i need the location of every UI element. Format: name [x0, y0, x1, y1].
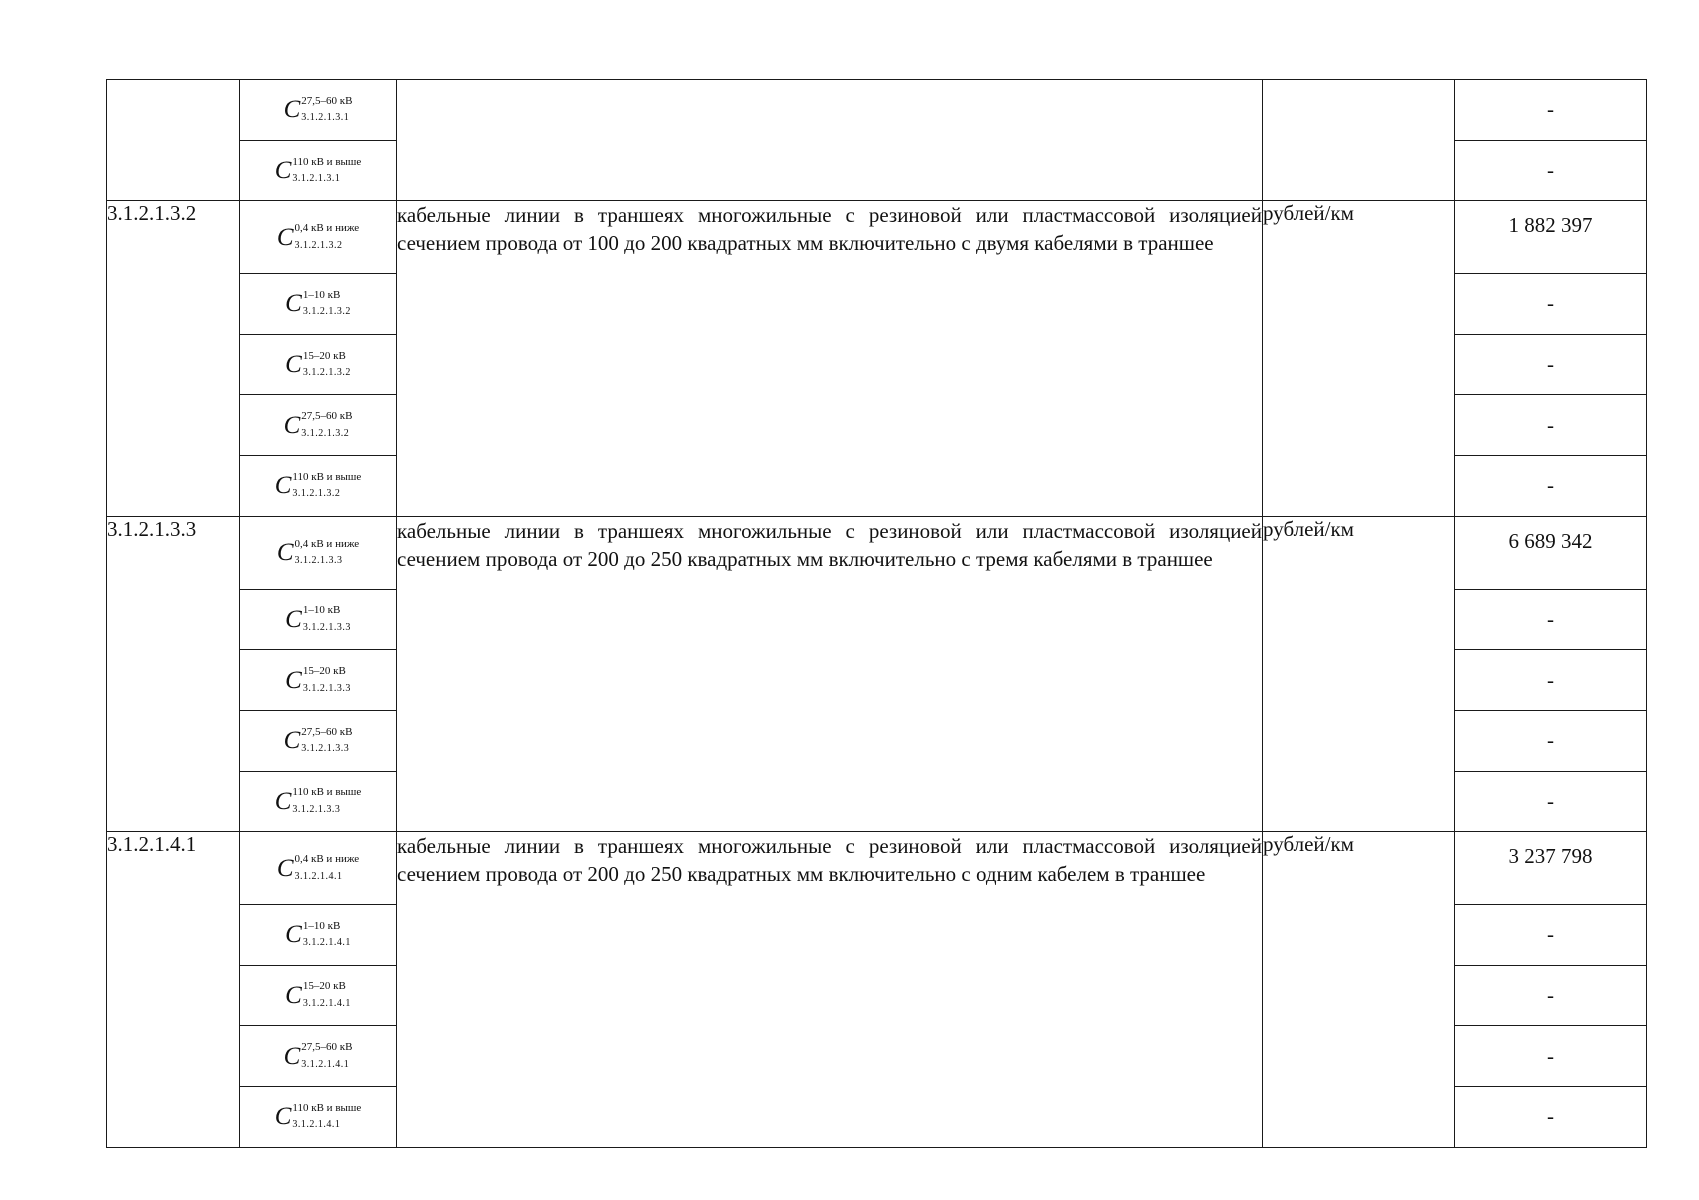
rate-symbol-formula: [240, 1026, 396, 1086]
rate-symbol-formula: [240, 905, 396, 965]
unit-of-measure: рублей/км: [1263, 832, 1455, 1147]
voltage-class: 15–20 кВ: [302, 665, 346, 677]
rate-value: 1 882 397: [1455, 201, 1647, 274]
symbol-scripts: [302, 349, 351, 379]
symbol-letter: C: [276, 854, 294, 882]
symbol-scripts: [302, 604, 351, 633]
rate-symbol-formula: [240, 517, 396, 589]
rate-symbol: [240, 1087, 397, 1148]
voltage-class: 110 кВ и выше: [292, 1101, 362, 1114]
symbol-letter: C: [283, 411, 301, 439]
item-code: 3.1.2.1.3.2: [107, 201, 240, 516]
unit-of-measure: рублей/км: [1263, 516, 1455, 831]
rate-symbol-formula: [240, 772, 396, 832]
item-description: кабельные линии в траншеях многожильные с резиновой или пластмассовой изоляцией сечением провода от 200 до 250 квадратных мм включительно с тремя кабелями в траншее: [397, 516, 1263, 831]
symbol-index: 3.1.2.1.3.1: [292, 173, 341, 185]
symbol-index: 3.1.2.1.3.1: [301, 112, 350, 124]
voltage-class: 110 кВ и выше: [292, 155, 362, 168]
rate-symbol-formula: [240, 966, 396, 1026]
symbol-letter: C: [285, 351, 302, 379]
symbol-scripts: [302, 980, 351, 1009]
rate-value-empty: -: [1455, 650, 1647, 711]
voltage-class: 110 кВ и выше: [292, 786, 362, 799]
rate-value-empty: -: [1455, 589, 1647, 650]
unit-of-measure: рублей/км: [1263, 201, 1455, 516]
symbol-index: 3.1.2.1.3.3: [301, 743, 350, 755]
symbol-scripts: [301, 1041, 353, 1070]
rate-symbol-formula: [240, 1087, 396, 1147]
symbol-letter: C: [285, 290, 302, 318]
symbol-scripts: [292, 1101, 362, 1131]
rate-value-empty: -: [1455, 904, 1647, 965]
symbol-index: 3.1.2.1.4.1: [302, 997, 351, 1009]
symbol-index: 3.1.2.1.3.3: [302, 682, 351, 694]
item-description: кабельные линии в траншеях многожильные с резиновой или пластмассовой изоляцией сечением провода от 100 до 200 квадратных мм включительно с двумя кабелями в траншее: [397, 201, 1263, 516]
symbol-letter: C: [283, 96, 301, 124]
symbol-letter: C: [283, 1042, 301, 1070]
rate-symbol-formula: [240, 141, 396, 201]
symbol-index: 3.1.2.1.3.2: [301, 427, 350, 439]
rate-value-empty: -: [1455, 274, 1647, 335]
rate-value-empty: -: [1455, 140, 1647, 201]
table-row: [107, 832, 1647, 905]
rate-value-empty: -: [1455, 456, 1647, 517]
symbol-scripts: [292, 155, 362, 185]
item-description: [397, 80, 1263, 201]
item-code: [107, 80, 240, 201]
symbol-letter: C: [276, 223, 294, 251]
rate-table: [106, 79, 1647, 1148]
rate-value-empty: -: [1455, 80, 1647, 141]
rate-value-empty: -: [1455, 1087, 1647, 1148]
voltage-class: 1–10 кВ: [302, 919, 341, 932]
rate-symbol: [240, 589, 397, 650]
rate-value-empty: -: [1455, 771, 1647, 832]
voltage-class: 110 кВ и выше: [292, 470, 362, 483]
symbol-index: 3.1.2.1.3.3: [294, 555, 343, 567]
symbol-letter: C: [274, 472, 292, 500]
voltage-class: 15–20 кВ: [302, 980, 346, 993]
symbol-scripts: [301, 410, 353, 439]
symbol-scripts: [294, 537, 360, 567]
symbol-letter: C: [285, 605, 302, 633]
table-row: [107, 201, 1647, 274]
symbol-scripts: [301, 725, 353, 755]
voltage-class: 15–20 кВ: [302, 349, 346, 362]
symbol-index: 3.1.2.1.3.2: [294, 239, 343, 251]
symbol-scripts: [302, 288, 351, 318]
symbol-index: 3.1.2.1.3.3: [302, 621, 351, 633]
rate-value-empty: -: [1455, 965, 1647, 1026]
symbol-index: 3.1.2.1.4.1: [301, 1058, 350, 1070]
symbol-letter: C: [283, 727, 301, 755]
rate-symbol-formula: [240, 711, 396, 771]
symbol-index: 3.1.2.1.4.1: [294, 870, 343, 882]
symbol-index: 3.1.2.1.4.1: [292, 1119, 341, 1131]
rate-symbol: [240, 904, 397, 965]
rate-symbol: [240, 1026, 397, 1087]
symbol-letter: C: [274, 157, 292, 185]
symbol-scripts: [294, 222, 360, 251]
item-description: кабельные линии в траншеях многожильные с резиновой или пластмассовой изоляцией сечением провода от 200 до 250 квадратных мм включительно с одним кабелем в траншее: [397, 832, 1263, 1147]
rate-symbol: [240, 710, 397, 771]
voltage-class: 27,5–60 кВ: [301, 410, 353, 423]
rate-symbol: [240, 395, 397, 456]
unit-of-measure: [1263, 80, 1455, 201]
symbol-letter: C: [285, 666, 302, 694]
table-row: [107, 80, 1647, 141]
rate-symbol: [240, 140, 397, 201]
symbol-index: 3.1.2.1.3.2: [302, 367, 351, 379]
rate-value-empty: -: [1455, 710, 1647, 771]
symbol-index: 3.1.2.1.4.1: [302, 937, 351, 949]
item-code: 3.1.2.1.3.3: [107, 516, 240, 831]
voltage-class: 0,4 кВ и ниже: [294, 537, 360, 550]
symbol-scripts: [292, 786, 362, 815]
symbol-letter: C: [285, 921, 302, 949]
rate-symbol: [240, 80, 397, 141]
voltage-class: 1–10 кВ: [302, 288, 341, 301]
rate-value-empty: -: [1455, 334, 1647, 395]
symbol-index: 3.1.2.1.3.2: [292, 488, 341, 500]
rate-symbol-formula: [240, 201, 396, 273]
symbol-scripts: [302, 665, 351, 694]
symbol-index: 3.1.2.1.3.3: [292, 803, 341, 815]
rate-value-empty: -: [1455, 395, 1647, 456]
item-code: 3.1.2.1.4.1: [107, 832, 240, 1147]
voltage-class: 1–10 кВ: [302, 604, 341, 617]
symbol-letter: C: [285, 981, 302, 1009]
rate-value-empty: -: [1455, 1026, 1647, 1087]
rate-symbol: [240, 334, 397, 395]
rate-symbol-formula: [240, 650, 396, 710]
rate-symbol-formula: [240, 395, 396, 455]
rate-symbol: [240, 516, 397, 589]
rate-symbol: [240, 274, 397, 335]
table-row: [107, 516, 1647, 589]
rate-symbol: [240, 201, 397, 274]
symbol-letter: C: [274, 787, 292, 815]
voltage-class: 27,5–60 кВ: [301, 1041, 353, 1054]
rate-symbol: [240, 650, 397, 711]
voltage-class: 0,4 кВ и ниже: [294, 853, 360, 866]
rate-symbol-formula: [240, 335, 396, 395]
rate-symbol: [240, 965, 397, 1026]
symbol-scripts: [292, 470, 362, 500]
symbol-letter: C: [274, 1103, 292, 1131]
symbol-letter: C: [276, 539, 294, 567]
rate-symbol-formula: [240, 832, 396, 904]
rate-table-body: [107, 80, 1647, 1148]
symbol-scripts: [301, 94, 353, 124]
rate-symbol: [240, 832, 397, 905]
symbol-scripts: [302, 919, 351, 949]
rate-symbol-formula: [240, 274, 396, 334]
rate-value: 6 689 342: [1455, 516, 1647, 589]
rate-symbol-formula: [240, 456, 396, 516]
voltage-class: 0,4 кВ и ниже: [294, 222, 360, 235]
symbol-index: 3.1.2.1.3.2: [302, 306, 351, 318]
rate-value: 3 237 798: [1455, 832, 1647, 905]
voltage-class: 27,5–60 кВ: [301, 94, 353, 107]
rate-symbol-formula: [240, 80, 396, 140]
voltage-class: 27,5–60 кВ: [301, 725, 353, 738]
symbol-scripts: [294, 853, 360, 882]
rate-symbol-formula: [240, 590, 396, 650]
rate-symbol: [240, 771, 397, 832]
rate-symbol: [240, 456, 397, 517]
